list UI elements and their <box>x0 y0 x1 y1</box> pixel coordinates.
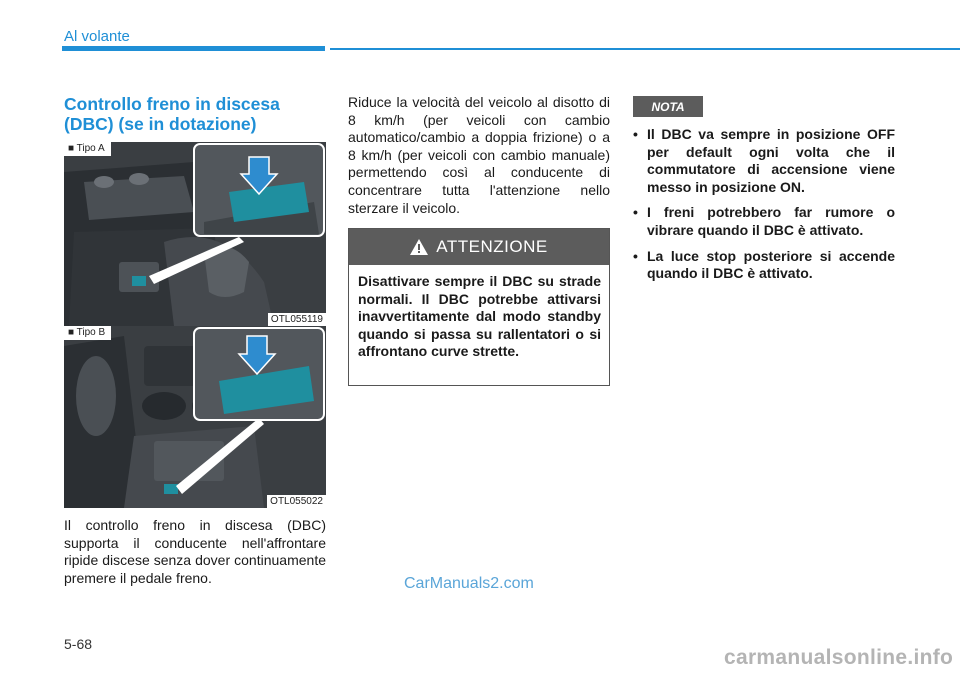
warning-text: Disattivare sempre il DBC su strade normali. Il DBC potrebbe attivarsi inavvertitamente dal modo standby quando si passa su rallentatori o si affrontano curve strette. <box>358 273 601 360</box>
note-badge: NOTA <box>633 96 703 117</box>
section-title: Controllo freno in discesa (DBC) (se in dotazione) <box>64 94 280 134</box>
header-section-title: Al volante <box>64 28 130 45</box>
note-list <box>633 126 895 291</box>
note-item-text: I freni potrebbero far rumore o vibrare quando il DBC è attivato. <box>647 204 895 238</box>
footer-site-watermark: carmanualsonline.info <box>724 646 954 669</box>
list-item: • I freni potrebbero far rumore o vibrare quando il DBC è attivato. <box>633 204 895 238</box>
warning-box <box>348 228 610 386</box>
list-item: • Il DBC va sempre in posizione OFF per default ogni volta che il commutatore di accensione viene messo in posizione ON. <box>633 126 895 195</box>
warning-title: ATTENZIONE <box>436 237 548 256</box>
page-number: 5-68 <box>64 636 93 652</box>
note-item-text: Il DBC va sempre in posizione OFF per default ogni volta che il commutatore di accensione viene messo in posizione ON. <box>647 126 895 195</box>
speed-paragraph: Riduce la velocità del veicolo al disotto di 8 km/h (per veicoli con cambio automatico/cambio a doppia frizione) o a 8 km/h (per veicoli con cambio manuale) permettendo così al conducente di concentrare tutta l'attenzione nello sterzare il veicolo. <box>348 94 610 216</box>
warning-triangle-icon <box>410 239 428 255</box>
header-rule-thick <box>62 46 325 51</box>
note-item-text: La luce stop posteriore si accende quando il DBC è attivato. <box>647 247 895 282</box>
figure-b-code: OTL055022 <box>267 495 326 508</box>
figure-a-code: OTL055119 <box>268 313 326 326</box>
list-item: • La luce stop posteriore si accende quando il DBC è attivato. <box>633 247 895 282</box>
intro-paragraph: Il controllo freno in discesa (DBC) supporta il conducente nell'affrontare ripide discese senza dover continuamente premere il pedale freno. <box>64 517 326 586</box>
figure-type-a <box>64 142 326 326</box>
console-illustration-a <box>64 142 326 326</box>
header-rule-thin <box>330 48 960 50</box>
console-illustration-b <box>64 326 326 508</box>
watermark-link[interactable]: CarManuals2.com <box>404 575 534 592</box>
warning-header <box>349 229 609 265</box>
figure-type-b <box>64 326 326 508</box>
figure-b-label: ■ Tipo B <box>64 326 111 340</box>
figure-a-label: ■ Tipo A <box>64 142 111 156</box>
